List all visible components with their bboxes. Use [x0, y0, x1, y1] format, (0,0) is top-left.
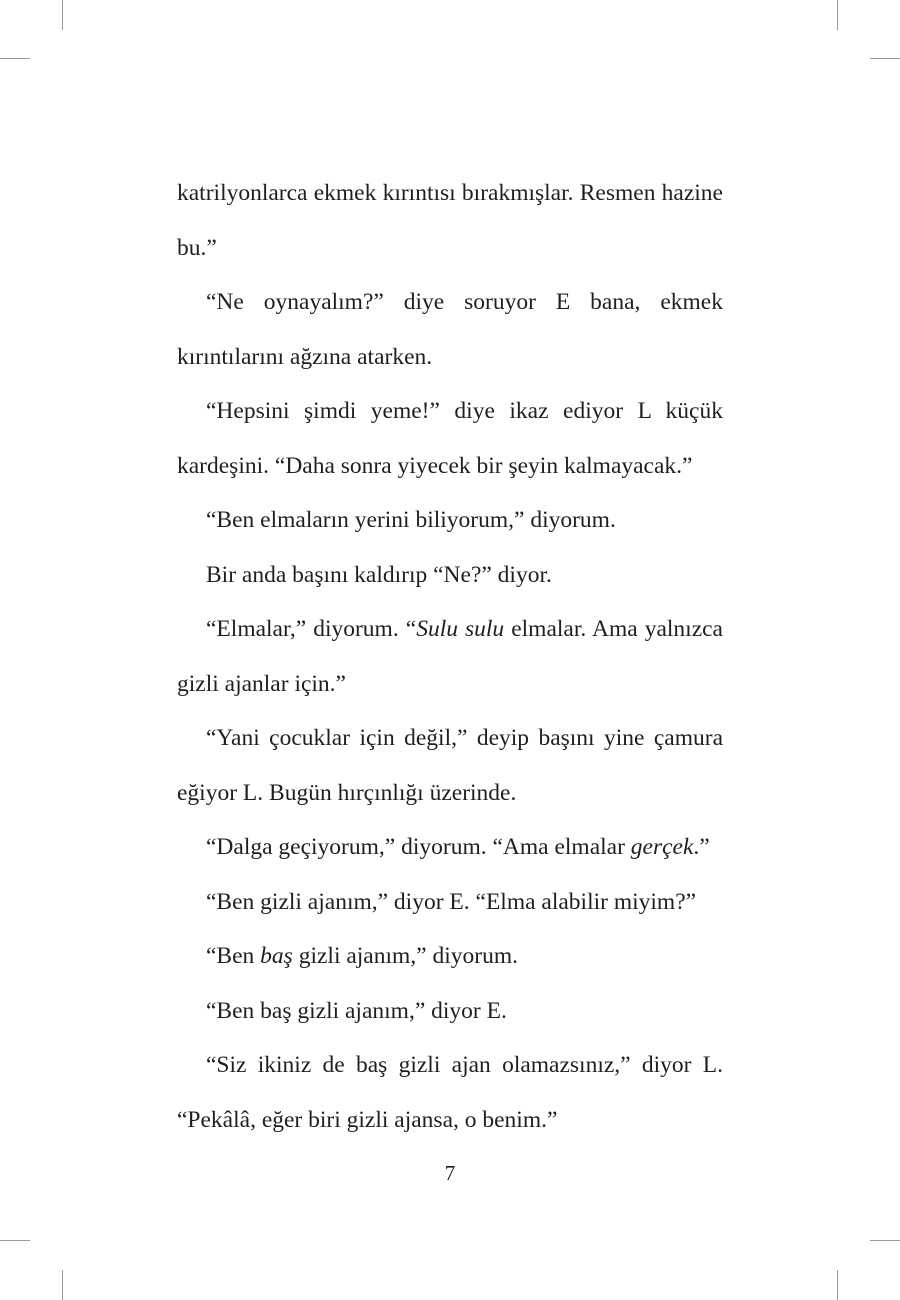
crop-mark-right-bottom [870, 1240, 900, 1241]
paragraph-10-text-b: gizli ajanım,” diyorum. [292, 943, 518, 969]
crop-mark-top-left [62, 0, 63, 30]
page-number: 7 [444, 1161, 456, 1185]
crop-mark-bottom-right [837, 1270, 838, 1300]
paragraph-5 [177, 548, 723, 603]
paragraph-10-text-a: “Ben [206, 943, 261, 969]
paragraph-10-emphasis: baş [260, 943, 293, 969]
paragraph-8-emphasis: gerçek [630, 834, 694, 860]
paragraph-6-emphasis: Sulu sulu [416, 616, 505, 642]
paragraph-2-text: “Ne oynayalım?” diye soruyor E bana, ekmek kırıntılarını ağzına atarken. [177, 289, 723, 370]
paragraph-8-text-a: “Dalga geçiyorum,” diyorum. “Ama elmalar [206, 834, 631, 860]
paragraph-2 [177, 275, 723, 384]
crop-mark-left-top [0, 58, 30, 59]
crop-mark-top-right [837, 0, 838, 30]
crop-mark-right-top [870, 58, 900, 59]
paragraph-4 [177, 493, 723, 548]
crop-mark-left-bottom [0, 1240, 30, 1241]
paragraph-6 [177, 602, 723, 711]
crop-mark-bottom-left [62, 1270, 63, 1300]
paragraph-11 [177, 984, 723, 1039]
paragraph-8-text-b: .” [693, 834, 710, 860]
paragraph-7-text: “Yani çocuklar için değil,” deyip başını yine çamura eğiyor L. Bugün hırçınlığı üzerinde. [177, 725, 723, 806]
paragraph-9-text: “Ben gizli ajanım,” diyor E. “Elma alabilir miyim?” [206, 888, 697, 915]
paragraph-11-text: “Ben baş gizli ajanım,” diyor E. [206, 997, 507, 1024]
paragraph-7 [177, 711, 723, 820]
paragraph-12-text: “Siz ikiniz de baş gizli ajan olamazsınız,” diyor L. “Pekâlâ, eğer biri gizli ajansa, o benim.” [177, 1052, 723, 1133]
paragraph-4-text: “Ben elmaların yerini biliyorum,” diyorum. [206, 507, 616, 533]
paragraph-1-text: katrilyonlarca ekmek kırıntısı bırakmışlar. Resmen hazine bu.” [177, 180, 723, 261]
paragraph-6-text-a: “Elmalar,” diyorum. “ [206, 616, 417, 642]
paragraph-10 [177, 929, 723, 984]
paragraph-9 [177, 875, 723, 930]
paragraph-3 [177, 384, 723, 493]
paragraph-8 [177, 820, 723, 875]
paragraph-5-text: Bir anda başını kaldırıp “Ne?” diyor. [206, 561, 552, 588]
paragraph-6-text-b: elmalar. Ama yalnızca gizli ajanlar için.” [177, 616, 723, 697]
paragraph-3-text: “Hepsini şimdi yeme!” diye ikaz ediyor L küçük kardeşini. “Daha sonra yiyecek bir şeyin kalmayacak.” [177, 398, 723, 479]
page-body [177, 166, 723, 1147]
paragraph-1 [177, 166, 723, 275]
paragraph-12 [177, 1038, 723, 1147]
